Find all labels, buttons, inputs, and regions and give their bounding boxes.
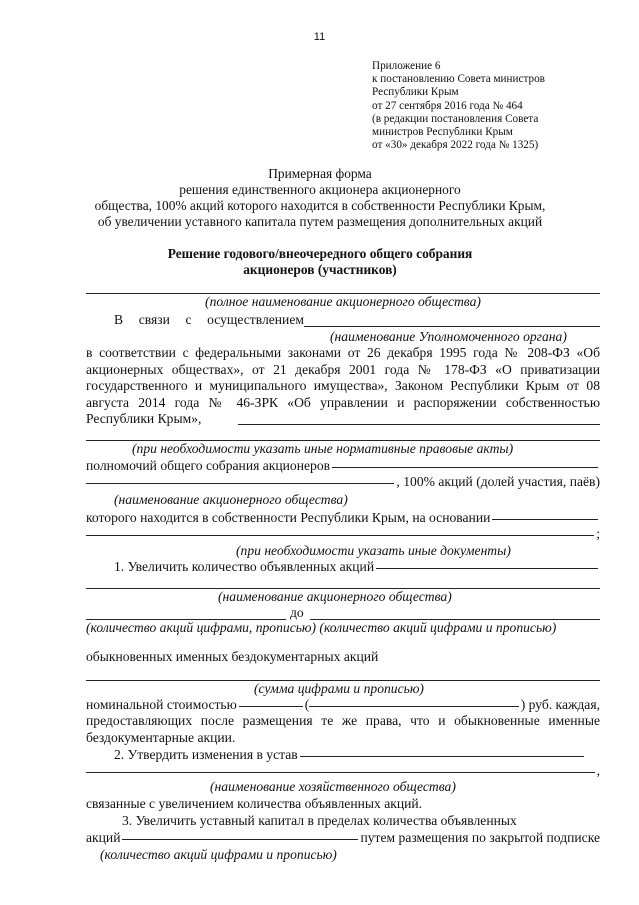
shares-100-blank[interactable] <box>86 483 394 484</box>
nominal-paren-open: ( <box>304 697 310 712</box>
ordinary-shares: обыкновенных именных бездокументарных акций <box>86 649 379 664</box>
entity-blank[interactable] <box>86 772 595 773</box>
shares-100-text: , 100% акций (долей участия, паёв) <box>396 474 600 489</box>
owned-text: которого находится в собственности Республики Крым, на основании <box>86 510 491 525</box>
item3-shares-prefix: акций <box>86 830 121 845</box>
hint-shares-count: (количество акций цифрами и прописью) <box>100 847 337 862</box>
basis-row-2 <box>86 526 600 542</box>
item1-row <box>114 559 600 575</box>
appendix-line: к постановлению Совета министров <box>372 73 545 86</box>
laws-tail-blank[interactable] <box>238 424 600 425</box>
heading-line: акционеров (участников) <box>243 262 397 277</box>
word: В <box>114 312 124 327</box>
hint-other-acts: (при необходимости указать иные нормативные правовые акты) <box>132 441 514 456</box>
powers-text: полномочий общего собрания акционеров <box>86 458 331 473</box>
hint-shares-pair: (количество акций цифрами, прописью) (количество акций цифрами и прописью) <box>86 620 557 635</box>
appendix-line: Республики Крым <box>372 86 459 99</box>
comma: , <box>596 763 600 778</box>
nominal-prefix: номинальной стоимостью <box>86 697 237 712</box>
laws-paragraph: в соответствии с федеральными законами от 26 декабря 1995 года № 208-ФЗ «Об акционерных обществах», от 21 декабря 2001 года № 178-ФЗ «О приватизации государственного и муниципального имущества», Законом Республики Крым от 08 августа 2014 года № 46-ЗРК «Об управлении и распоряжении собственностью Республики Крым», <box>86 345 600 427</box>
shares-100-row <box>86 474 600 490</box>
decision-heading <box>60 246 580 278</box>
to-word: до <box>290 605 304 620</box>
item3-suffix: путем размещения по закрытой подписке <box>360 830 600 845</box>
title-line: решения единственного акционера акционерного <box>179 182 461 197</box>
item1-text: 1. Увеличить количество объявленных акций <box>114 559 375 574</box>
powers-row <box>86 458 600 474</box>
form-title <box>60 166 580 230</box>
appendix-line: (в редакции постановления Совета <box>372 112 539 125</box>
authority-blank[interactable] <box>304 326 600 327</box>
basis-blank[interactable] <box>492 519 598 520</box>
heading-line: Решение годового/внеочередного общего собрания <box>167 246 473 261</box>
title-line: Примерная форма <box>268 166 372 181</box>
nominal-suffix: ) руб. каждая, <box>520 697 600 712</box>
title-line: общества, 100% акций которого находится в собственности Республики Крым, <box>94 198 546 213</box>
basis-blank-2[interactable] <box>86 535 594 536</box>
in-connection-words <box>114 312 304 328</box>
appendix-block <box>372 60 545 152</box>
appendix-line: министров Республики Крым <box>372 126 513 139</box>
rights-paragraph: предоставляющих после размещения те же права, что и обыкновенные именные бездокументарные акции. <box>86 713 600 745</box>
item2-text: 2. Утвердить изменения в устав <box>114 747 298 762</box>
item3-text: 3. Увеличить уставный капитал в пределах количества объявленных <box>122 813 517 828</box>
word: связи <box>138 312 170 327</box>
nominal-row <box>86 697 600 713</box>
word: с <box>185 312 192 327</box>
item1-blank[interactable] <box>376 568 598 569</box>
hint-other-docs: (при необходимости указать иные документы) <box>236 543 511 558</box>
appendix-line: от «30» декабря 2022 года № 1325) <box>372 139 539 152</box>
semicolon: ; <box>596 526 600 541</box>
appendix-line: Приложение 6 <box>372 60 441 72</box>
related-text: связанные с увеличением количества объявленных акций. <box>86 796 423 811</box>
item3-row <box>86 830 600 846</box>
title-line: об увеличении уставного капитала путем размещения дополнительных акций <box>97 214 543 229</box>
hint-sum: (сумма цифрами и прописью) <box>254 681 424 696</box>
item3-shares-blank[interactable] <box>122 839 358 840</box>
nominal-words-blank[interactable] <box>309 706 518 707</box>
hint-business-entity: (наименование хозяйственного общества) <box>210 779 456 794</box>
entity-row <box>86 763 600 779</box>
owned-row <box>86 510 600 526</box>
page-number: 11 <box>313 31 326 43</box>
hint-company-name: (полное наименование акционерного общества) <box>205 294 481 309</box>
appendix-line: от 27 сентября 2016 года № 464 <box>372 99 523 112</box>
word: осуществлением <box>207 312 304 327</box>
hint-authority: (наименование Уполномоченного органа) <box>330 329 567 344</box>
nominal-value-blank[interactable] <box>239 706 303 707</box>
powers-blank[interactable] <box>332 467 598 468</box>
hint-company-name-3: (наименование акционерного общества) <box>218 589 452 604</box>
item2-blank[interactable] <box>300 756 584 757</box>
item2-row <box>114 747 586 763</box>
hint-company-name-2: (наименование акционерного общества) <box>114 492 348 507</box>
